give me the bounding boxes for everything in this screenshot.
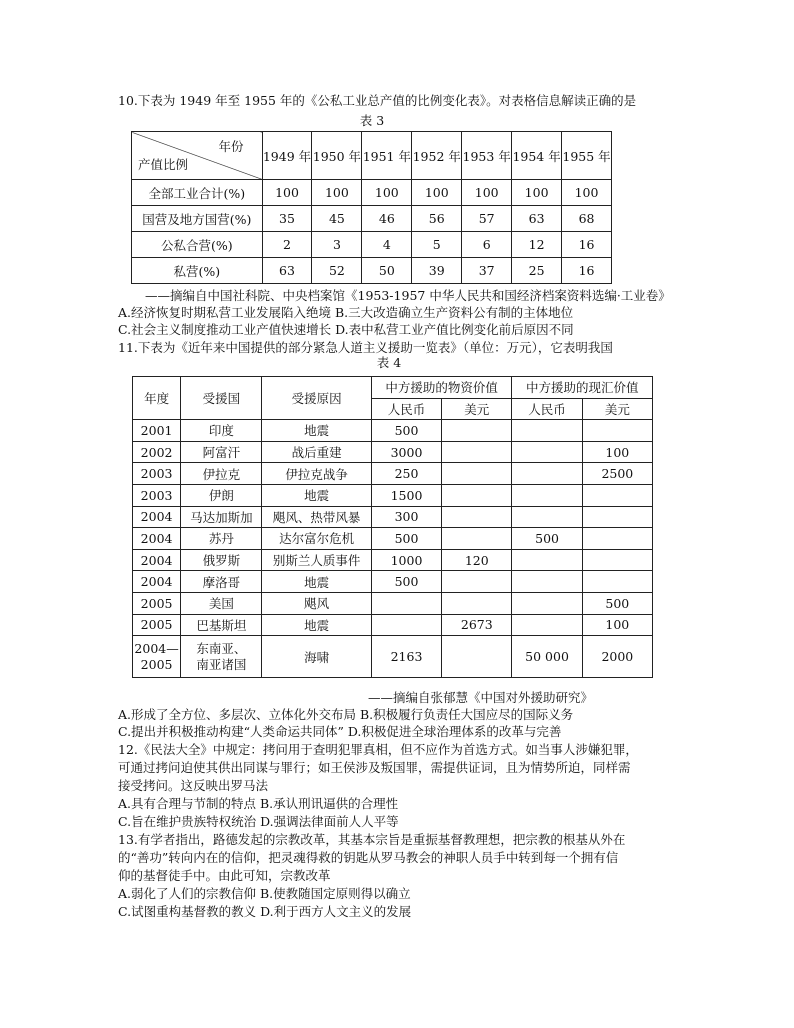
table4-cash-usd: 2500 [582, 463, 652, 485]
table3-row-private [132, 258, 612, 284]
q13-stem-line3: 仰的基督徒手中。由此可知，宗教改革 [118, 868, 331, 883]
q13-stem-line1: 13.有学者指出，路德发起的宗教改革，其基本宗旨是重振基督教理想，把宗教的根基从外在 [118, 832, 626, 847]
table3-year-1949: 1949 年 [262, 132, 312, 180]
table4-year [133, 636, 181, 678]
table4-material-rmb: 1000 [371, 549, 441, 571]
table4-material-rmb: 3000 [371, 441, 441, 463]
table4-header-cash-usd: 美元 [582, 398, 652, 420]
table4-reason: 伊拉克战争 [262, 463, 371, 485]
table3-cell: 50 [362, 258, 412, 284]
table3-diagonal-header [132, 132, 263, 180]
table3-row-joint [132, 232, 612, 258]
table4-material-rmb [371, 592, 441, 614]
table4-material-usd [442, 484, 512, 506]
table3-row-label: 公私合营(%) [132, 232, 263, 258]
table4-material-rmb: 1500 [371, 484, 441, 506]
table4-year-line2: 2005 [140, 656, 173, 672]
table4-reason: 地震 [262, 614, 371, 636]
table-row [133, 463, 653, 485]
table3-cell: 3 [312, 232, 362, 258]
table4-material-usd: 120 [442, 549, 512, 571]
table4-cash-usd: 100 [582, 441, 652, 463]
table4-cash-usd [582, 484, 652, 506]
table4-material-usd [442, 528, 512, 550]
table4-cash-rmb [512, 441, 582, 463]
table-row [133, 592, 653, 614]
table4-cash-usd [582, 549, 652, 571]
table4-material-usd [442, 636, 512, 678]
table4-material-rmb: 500 [371, 528, 441, 550]
table4-header-cash-rmb: 人民币 [512, 398, 582, 420]
table4-material-usd [442, 592, 512, 614]
table3-cell: 100 [462, 180, 512, 206]
table4-country: 巴基斯坦 [181, 614, 262, 636]
table4-year: 2005 [133, 614, 181, 636]
table3-cell: 57 [462, 206, 512, 232]
table4-header-material: 中方援助的物资价值 [371, 377, 512, 399]
table4-material-rmb: 500 [371, 571, 441, 593]
table3-year-1955: 1955 年 [562, 132, 612, 180]
table4-year: 2002 [133, 441, 181, 463]
table4-header-cash: 中方援助的现汇价值 [512, 377, 653, 399]
q11-options-cd: C.提出并积极推动构建“人类命运共同体” D.积极促进全球治理体系的改革与完善 [118, 724, 562, 739]
table-row [133, 636, 653, 678]
table4-country: 苏丹 [181, 528, 262, 550]
table3-cell: 16 [562, 232, 612, 258]
table3-cell: 56 [412, 206, 462, 232]
table3-cell: 63 [262, 258, 312, 284]
table3-cell: 35 [262, 206, 312, 232]
table4-cash-usd [582, 506, 652, 528]
table3-cell: 6 [462, 232, 512, 258]
table4-cash-usd [582, 528, 652, 550]
table4-year: 2003 [133, 484, 181, 506]
table4-header-row-1 [133, 377, 653, 399]
table3-cell: 100 [312, 180, 362, 206]
table4-cash-rmb: 50 000 [512, 636, 582, 678]
table3-cell: 46 [362, 206, 412, 232]
table4-material-usd: 2673 [442, 614, 512, 636]
table3-cell: 39 [412, 258, 462, 284]
table3-year-1954: 1954 年 [512, 132, 562, 180]
table3-cell: 2 [262, 232, 312, 258]
table3-header-year: 年份 [218, 139, 244, 154]
q10-source: ——摘编自中国社科院、中央档案馆《1953-1957 中华人民共和国经济档案资料选编·工业卷》 [145, 288, 671, 303]
table4-year: 2004 [133, 549, 181, 571]
q13-stem-line2: 的“善功”转向内在的信仰，把灵魂得救的钥匙从罗马教会的神职人员手中转到每一个拥有信 [118, 850, 619, 865]
q13-options-cd: C.试图重构基督教的教义 D.利于西方人文主义的发展 [118, 904, 412, 919]
table3-cell: 100 [362, 180, 412, 206]
table3-cell: 100 [412, 180, 462, 206]
table4-year: 2004 [133, 506, 181, 528]
table-row [133, 528, 653, 550]
table4-material-usd [442, 420, 512, 442]
table4-header-material-usd: 美元 [442, 398, 512, 420]
table4-country: 美国 [181, 592, 262, 614]
table4-reason: 地震 [262, 420, 371, 442]
table4-reason: 别斯兰人质事件 [262, 549, 371, 571]
table3-cell: 25 [512, 258, 562, 284]
table4-cash-usd: 2000 [582, 636, 652, 678]
table3-year-1950: 1950 年 [312, 132, 362, 180]
table3-cell: 16 [562, 258, 612, 284]
q11-source: ——摘编自张郁慧《中国对外援助研究》 [368, 690, 594, 705]
q11-options-ab: A.形成了全方位、多层次、立体化外交布局 B.积极履行负责任大国应尽的国际义务 [118, 707, 574, 722]
table3-header-row [132, 132, 612, 180]
q11-stem: 11.下表为《近年来中国提供的部分紧急人道主义援助一览表》（单位：万元），它表明我国 [118, 340, 613, 355]
q12-stem-line1: 12.《民法大全》中规定：拷问用于查明犯罪真相，但不应作为首选方式。如当事人涉嫌犯罪， [118, 742, 638, 757]
table4-reason: 飓风 [262, 592, 371, 614]
table3-row-label: 私营(%) [132, 258, 263, 284]
table3-cell: 45 [312, 206, 362, 232]
table-row [133, 614, 653, 636]
table4-cash-rmb: 500 [512, 528, 582, 550]
table4-year: 2001 [133, 420, 181, 442]
table4-cash-rmb [512, 484, 582, 506]
table4-reason: 地震 [262, 571, 371, 593]
table4-cash-rmb [512, 463, 582, 485]
table3-row-state [132, 206, 612, 232]
table4-material-rmb: 250 [371, 463, 441, 485]
table-4 [132, 376, 653, 678]
table3-year-1952: 1952 年 [412, 132, 462, 180]
table4-cash-rmb [512, 614, 582, 636]
table4-country: 马达加斯加 [181, 506, 262, 528]
table-row [133, 484, 653, 506]
table4-material-usd [442, 441, 512, 463]
q12-stem-line2: 可通过拷问迫使其供出同谋与罪行；如王侯涉及叛国罪，需提供证词，且为情势所迫，同样需 [118, 760, 631, 775]
table4-cash-usd: 500 [582, 592, 652, 614]
table3-cell: 68 [562, 206, 612, 232]
table3-row-label: 全部工业合计(%) [132, 180, 263, 206]
table4-country [181, 636, 262, 678]
table4-country: 伊拉克 [181, 463, 262, 485]
table4-year: 2004 [133, 528, 181, 550]
table3-cell: 12 [512, 232, 562, 258]
table4-material-usd [442, 506, 512, 528]
table4-header-reason: 受援原因 [262, 377, 371, 420]
table-row [133, 506, 653, 528]
table4-reason: 飓风、热带风暴 [262, 506, 371, 528]
table3-cell: 100 [562, 180, 612, 206]
table4-reason: 达尔富尔危机 [262, 528, 371, 550]
table3-cell: 4 [362, 232, 412, 258]
table4-cash-rmb [512, 506, 582, 528]
table4-year: 2005 [133, 592, 181, 614]
table-row [133, 549, 653, 571]
table-row [133, 441, 653, 463]
table4-material-usd [442, 571, 512, 593]
table4-country: 阿富汗 [181, 441, 262, 463]
table3-year-1951: 1951 年 [362, 132, 412, 180]
table4-caption: 表 4 [376, 355, 402, 370]
table3-year-1953: 1953 年 [462, 132, 512, 180]
q10-options-ab: A.经济恢复时期私营工业发展陷入绝境 B.三大改造确立生产资料公有制的主体地位 [118, 305, 574, 320]
table3-cell: 52 [312, 258, 362, 284]
table3-row-total [132, 180, 612, 206]
q12-options-cd: C.旨在维护贵族特权统治 D.强调法律面前人人平等 [118, 814, 399, 829]
table4-reason: 地震 [262, 484, 371, 506]
table4-cash-rmb [512, 592, 582, 614]
q12-options-ab: A.具有合理与节制的特点 B.承认刑讯逼供的合理性 [118, 796, 399, 811]
table3-header-ratio: 产值比例 [138, 157, 189, 172]
table4-country: 伊朗 [181, 484, 262, 506]
q13-options-ab: A.弱化了人们的宗教信仰 B.使教随国定原则得以确立 [118, 886, 411, 901]
table4-country: 摩洛哥 [181, 571, 262, 593]
table4-cash-rmb [512, 549, 582, 571]
table4-country-line2: 南亚诸国 [196, 656, 247, 672]
table4-material-rmb: 300 [371, 506, 441, 528]
table4-reason: 海啸 [262, 636, 371, 678]
table3-cell: 37 [462, 258, 512, 284]
table4-cash-rmb [512, 571, 582, 593]
q12-stem-line3: 接受拷问。这反映出罗马法 [118, 778, 269, 793]
table4-cash-usd [582, 571, 652, 593]
table-3 [131, 131, 612, 284]
table4-country: 印度 [181, 420, 262, 442]
table3-caption: 表 3 [359, 113, 385, 128]
table4-year: 2003 [133, 463, 181, 485]
table4-year: 2004 [133, 571, 181, 593]
table4-material-rmb: 2163 [371, 636, 441, 678]
table4-header-country: 受援国 [181, 377, 262, 420]
table3-cell: 100 [262, 180, 312, 206]
table4-material-rmb: 500 [371, 420, 441, 442]
table4-header-material-rmb: 人民币 [371, 398, 441, 420]
q10-stem: 10.下表为 1949 年至 1955 年的《公私工业总产值的比例变化表》。对表格信息解读正确的是 [118, 93, 637, 108]
table4-material-usd [442, 463, 512, 485]
table4-country: 俄罗斯 [181, 549, 262, 571]
table4-cash-usd: 100 [582, 614, 652, 636]
table4-cash-rmb [512, 420, 582, 442]
table4-year-line1: 2004— [134, 640, 179, 656]
table-row [133, 571, 653, 593]
table4-cash-usd [582, 420, 652, 442]
table-row [133, 420, 653, 442]
table3-cell: 100 [512, 180, 562, 206]
q10-options-cd: C.社会主义制度推动工业产值快速增长 D.表中私营工业产值比例变化前后原因不同 [118, 322, 574, 337]
table4-header-year: 年度 [133, 377, 181, 420]
table3-row-label: 国营及地方国营(%) [132, 206, 263, 232]
table4-material-rmb [371, 614, 441, 636]
table3-cell: 5 [412, 232, 462, 258]
table4-reason: 战后重建 [262, 441, 371, 463]
table4-country-line1: 东南亚、 [196, 640, 247, 656]
table3-cell: 63 [512, 206, 562, 232]
